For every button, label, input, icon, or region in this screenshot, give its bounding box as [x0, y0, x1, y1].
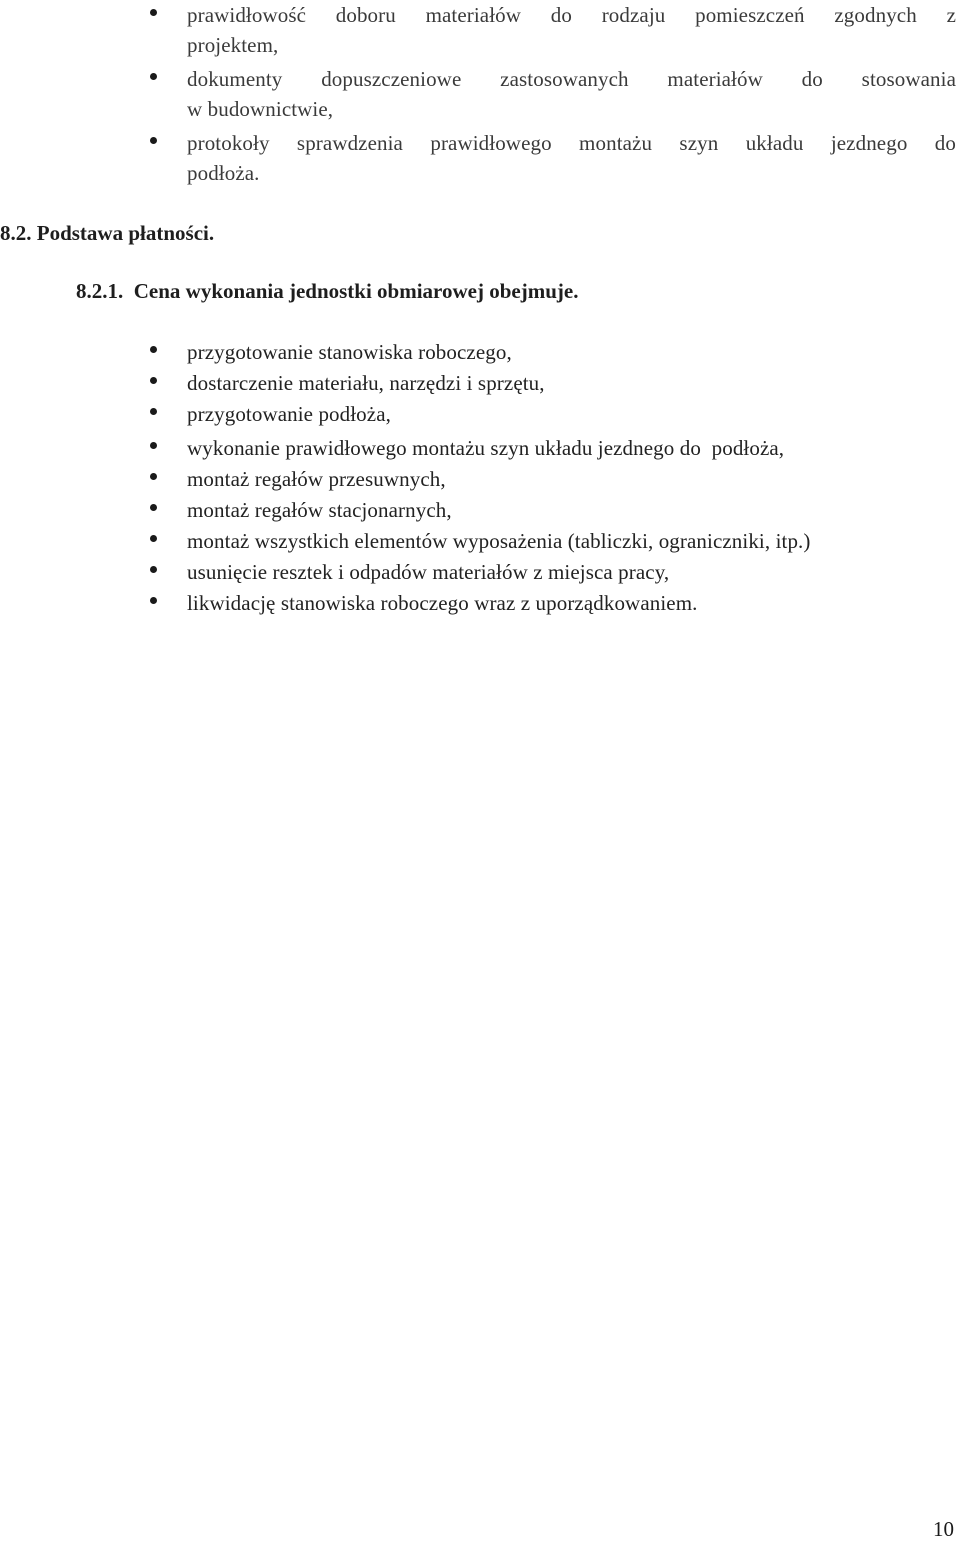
list-item-text	[187, 64, 956, 124]
subsection-heading: 8.2.1. Cena wykonania jednostki obmiarowej obejmuje.	[76, 279, 579, 303]
list-item-line: projektem,	[187, 33, 279, 57]
bullet-icon	[150, 566, 157, 573]
bullet-icon	[150, 442, 157, 449]
bullet-icon	[150, 9, 157, 16]
bullet-icon	[150, 504, 157, 511]
list-item-text: likwidację stanowiska roboczego wraz z uporządkowaniem.	[187, 591, 698, 615]
list-item-text: dostarczenie materiału, narzędzi i sprzętu,	[187, 371, 545, 395]
list-item-line: protokoły sprawdzenia prawidłowego montażu szyn układu jezdnego do	[187, 131, 956, 155]
list-item-text	[187, 0, 956, 60]
list-item-text: montaż regałów stacjonarnych,	[187, 498, 452, 522]
bullet-icon	[150, 535, 157, 542]
list-item-line: prawidłowość doboru materiałów do rodzaju pomieszczeń zgodnych z	[187, 3, 956, 27]
bullet-icon	[150, 377, 157, 384]
list-item-text: usunięcie resztek i odpadów materiałów z miejsca pracy,	[187, 560, 670, 584]
list-item-text: przygotowanie podłoża,	[187, 402, 391, 426]
bullet-icon	[150, 346, 157, 353]
bullet-icon	[150, 137, 157, 144]
list-item-text	[187, 128, 956, 188]
bullet-icon	[150, 473, 157, 480]
bullet-icon	[150, 73, 157, 80]
list-item-text: przygotowanie stanowiska roboczego,	[187, 340, 512, 364]
list-item-text: montaż wszystkich elementów wyposażenia (tabliczki, ograniczniki, itp.)	[187, 529, 811, 553]
list-item-text: montaż regałów przesuwnych,	[187, 467, 446, 491]
list-item-line: podłoża.	[187, 161, 260, 185]
page-number: 10	[933, 1517, 954, 1541]
list-item-text: wykonanie prawidłowego montażu szyn układu jezdnego do podłoża,	[187, 436, 785, 460]
list-item-line: w budownictwie,	[187, 97, 334, 121]
bullet-icon	[150, 597, 157, 604]
section-heading: 8.2. Podstawa płatności.	[0, 221, 215, 245]
bullet-icon	[150, 408, 157, 415]
list-item-line: dokumenty dopuszczeniowe zastosowanych materiałów do stosowania	[187, 67, 956, 91]
